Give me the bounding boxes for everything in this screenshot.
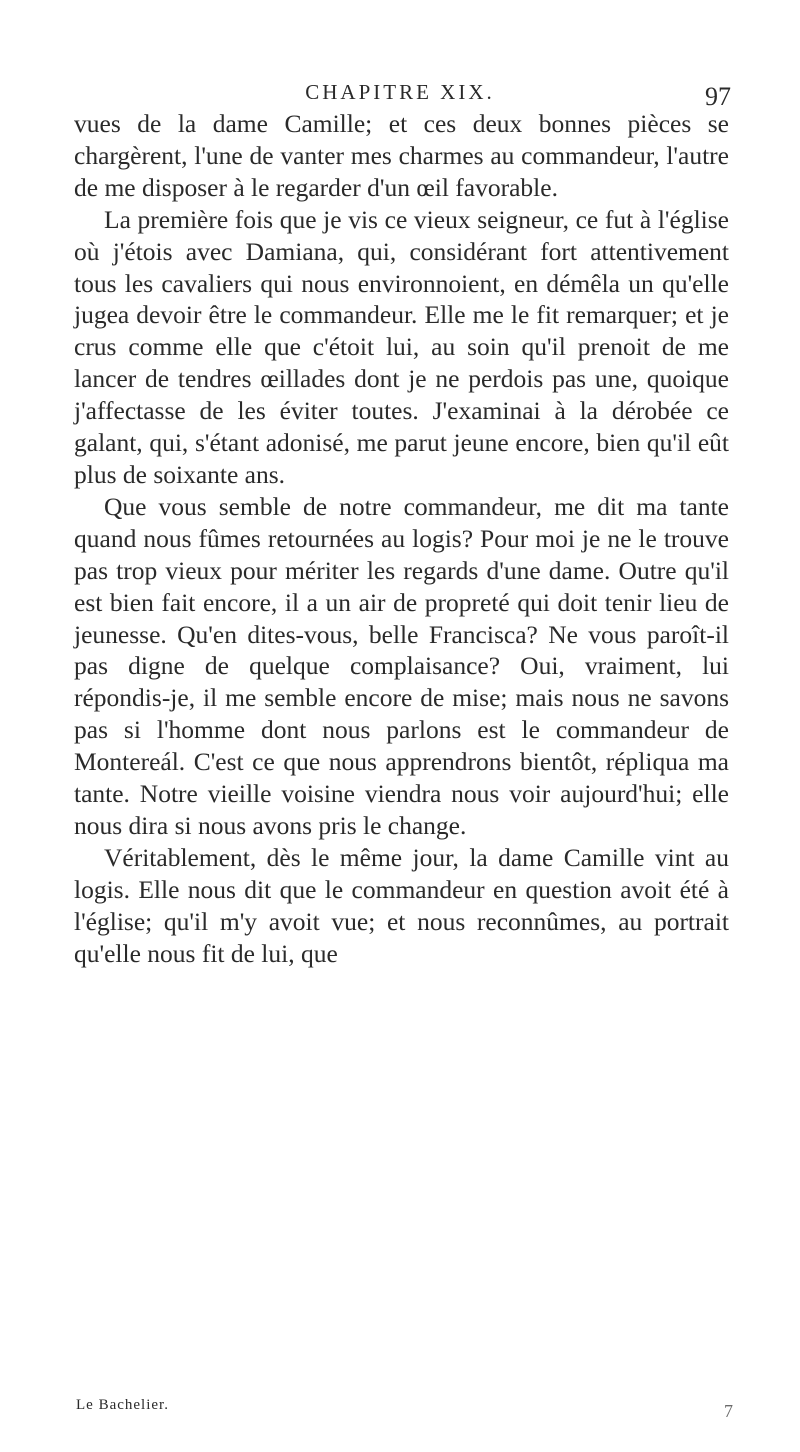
signature-mark: 7 (724, 1401, 733, 1421)
page-number: 97 (705, 82, 731, 111)
chapter-title: CHAPITRE XIX. (305, 80, 495, 104)
paragraph-2: La première fois que je vis ce vieux seigneur, ce fut à l'église où j'étois avec Damiana, qui, considérant fort attentivement tous les cavaliers qui nous environnoient, en démêla un qu'elle jugea devoir être le commandeur. Elle me le fit remarquer; et je crus comme elle que c'étoit lui, au soin qu'il prenoit de me lancer de tendres œillades dont je ne perdois pas une, quoique j'affectasse de les éviter toutes. J'examinai à la dérobée ce galant, qui, s'étant adonisé, me parut jeune encore, bien qu'il eût plus de soixante ans. (74, 204, 729, 489)
running-head (0, 80, 800, 110)
page-footer (0, 1397, 800, 1421)
body-text (74, 108, 729, 969)
paragraph-3: Que vous semble de notre commandeur, me dit ma tante quand nous fûmes retournées au logis? Pour moi je ne le trouve pas trop vieux pour mériter les regards d'une dame. Outre qu'il est bien fait encore, il a un air de propreté qui doit tenir lieu de jeunesse. Qu'en dites-vous, belle Francisca? Ne vous paroît-il pas digne de quelque complaisance? Oui, vraiment, lui répondis-je, il me semble encore de mise; mais nous ne savons pas si l'homme dont nous parlons est le commandeur de Montereál. C'est ce que nous apprendrons bientôt, répliqua ma tante. Notre vieille voisine viendra nous voir aujourd'hui; elle nous dira si nous avons pris le change. (74, 491, 729, 840)
paragraph-4: Véritablement, dès le même jour, la dame Camille vint au logis. Elle nous dit que le commandeur en question avoit été à l'église; qu'il m'y avoit vue; et nous reconnûmes, au portrait qu'elle nous fit de lui, que (74, 842, 729, 968)
paragraph-1: vues de la dame Camille; et ces deux bonnes pièces se chargèrent, l'une de vanter mes charmes au commandeur, l'autre de me disposer à le regarder d'un œil favorable. (74, 109, 729, 202)
signature-line: Le Bachelier. (76, 1397, 169, 1413)
